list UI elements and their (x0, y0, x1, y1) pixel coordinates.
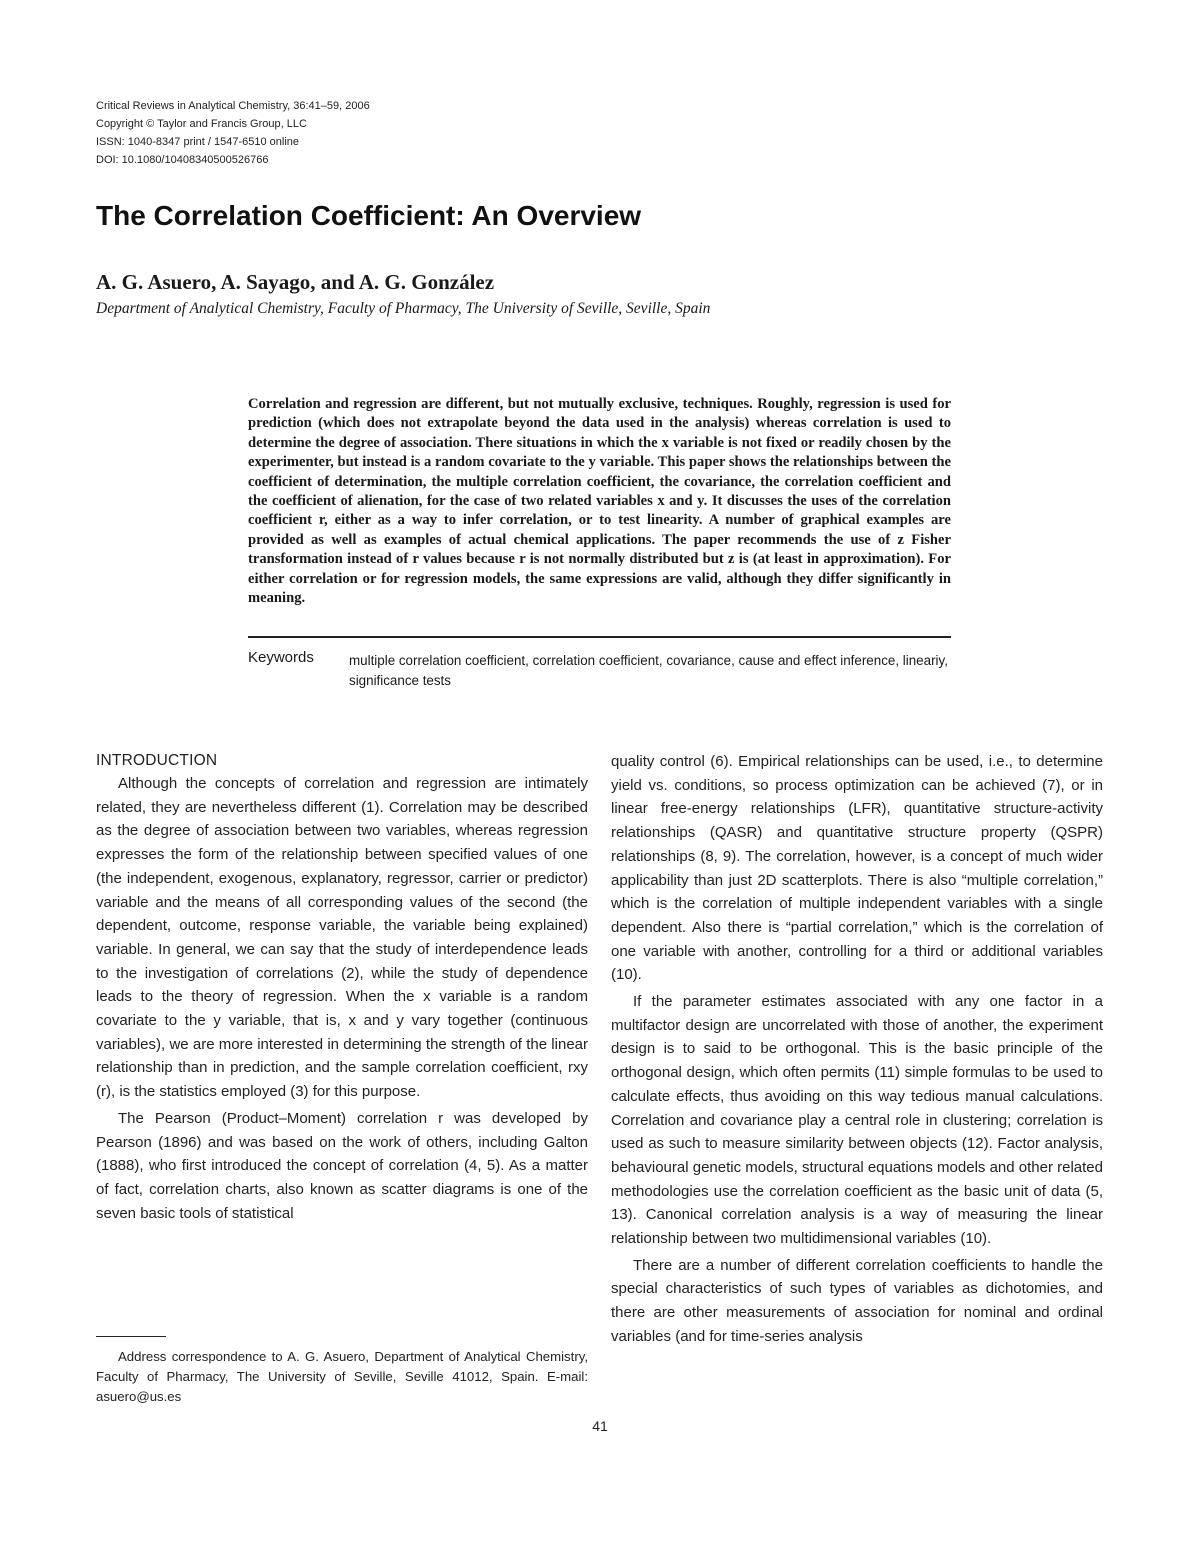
body-paragraph: Although the concepts of correlation and regression are intimately related, they are nevertheless different (1). Correlation may be described as the degree of association between two variables, whereas regression expresses the form of the relationship between specified values of one (the independent, exogenous, explanatory, regressor, carrier or predictor) variable and the means of all corresponding values of the second (the dependent, outcome, response variable, the variable being explained) variable. In general, we can say that the study of interdependence leads to the investigation of correlations (2), while the study of dependence leads to the theory of regression. When the x variable is a random covariate to the y variable, that is, x and y vary together (continuous variables), we are more interested in determining the strength of the linear relationship than in prediction, and the sample correlation coefficient, rxy (r), is the statistics employed (3) for this purpose. (96, 775, 588, 1101)
right-column (611, 750, 1103, 1349)
author-affiliation: Department of Analytical Chemistry, Faculty of Pharmacy, The University of Seville, Seville, Spain (96, 300, 711, 317)
correspondence-footnote: Address correspondence to A. G. Asuero, Department of Analytical Chemistry, Faculty of Pharmacy, The University of Seville, Seville 41012, Spain. E-mail: asuero@us.es (96, 1349, 588, 1404)
section-heading-introduction: INTRODUCTION (96, 752, 218, 769)
journal-citation: Critical Reviews in Analytical Chemistry, 36:41–59, 2006 (96, 100, 370, 112)
footnote-divider (96, 1336, 166, 1337)
body-paragraph: There are a number of different correlation coefficients to handle the special characteristics of such types of variables as dichotomies, and there are other measurements of association for nominal and ordinal variables (and for time-series analysis (611, 1256, 1103, 1345)
keywords-label: Keywords (248, 649, 314, 666)
body-paragraph: quality control (6). Empirical relationships can be used, i.e., to determine yield vs. conditions, so process optimization can be achieved (7), or in linear free-energy relationships (LFR), quantitative structure-activity relationships (QASR) and quantitative structure property (QSPR) relationships (8, 9). The correlation, however, is a concept of much wider applicability than just 2D scatterplots. There is also “multiple correlation,” which is the correlation of multiple independent variables with a single dependent. Also there is “partial correlation,” which is the correlation of one variable with another, controlling for a third or additional variables (10). (611, 753, 1103, 984)
body-paragraph: If the parameter estimates associated with any one factor in a multifactor design are uncorrelated with those of another, the experiment design is to said to be orthogonal. This is the basic principle of the orthogonal design, which often permits (11) simple formulas to be used to calculate effects, thus avoiding on this way tedious manual calculations. Correlation and covariance play a central role in clustering; correlation is used as such to measure similarity between objects (12). Factor analysis, behavioural genetic models, structural equations models and other related methodologies use the correlation coefficient as the basic unit of data (5, 13). Canonical correlation analysis is a way of measuring the linear relationship between two multidimensional variables (10). (611, 993, 1103, 1248)
author-list: A. G. Asuero, A. Sayago, and A. G. González (96, 270, 495, 294)
body-paragraph: The Pearson (Product–Moment) correlation r was developed by Pearson (1896) and was based on the work of others, including Galton (1888), who first introduced the concept of correlation (4, 5). As a matter of fact, correlation charts, also known as scatter diagrams is one of the seven basic tools of statistical (96, 1109, 588, 1222)
page-number: 41 (592, 1418, 608, 1434)
issn-line: ISSN: 1040-8347 print / 1547-6510 online (96, 136, 300, 148)
abstract-divider (248, 636, 951, 638)
copyright-notice: Copyright © Taylor and Francis Group, LLC (96, 118, 307, 130)
left-column (96, 750, 588, 1225)
doi-line: DOI: 10.1080/10408340500526766 (96, 154, 269, 166)
journal-header (96, 97, 370, 169)
paper-title: The Correlation Coefficient: An Overview (96, 200, 642, 231)
keywords-list: multiple correlation coefficient, correlation coefficient, covariance, cause and effect inference, lineariy, significance tests (349, 653, 948, 688)
abstract: Correlation and regression are different, but not mutually exclusive, techniques. Roughly, regression is used for prediction (which does not extrapolate beyond the data used in the analysis) whereas correlation is used to determine the degree of association. There situations in which the x variable is not fixed or readily chosen by the experimenter, but instead is a random covariate to the y variable. This paper shows the relationships between the coefficient of determination, the multiple correlation coefficient, the covariance, the correlation coefficient and the coefficient of alienation, for the case of two related variables x and y. It discusses the uses of the correlation coefficient r, either as a way to infer correlation, or to test linearity. A number of graphical examples are provided as well as examples of actual chemical applications. The paper recommends the use of z Fisher transformation instead of r values because r is not normally distributed but z is (at least in approximation). For either correlation or for regression models, the same expressions are valid, although they differ significantly in meaning. (248, 396, 951, 607)
